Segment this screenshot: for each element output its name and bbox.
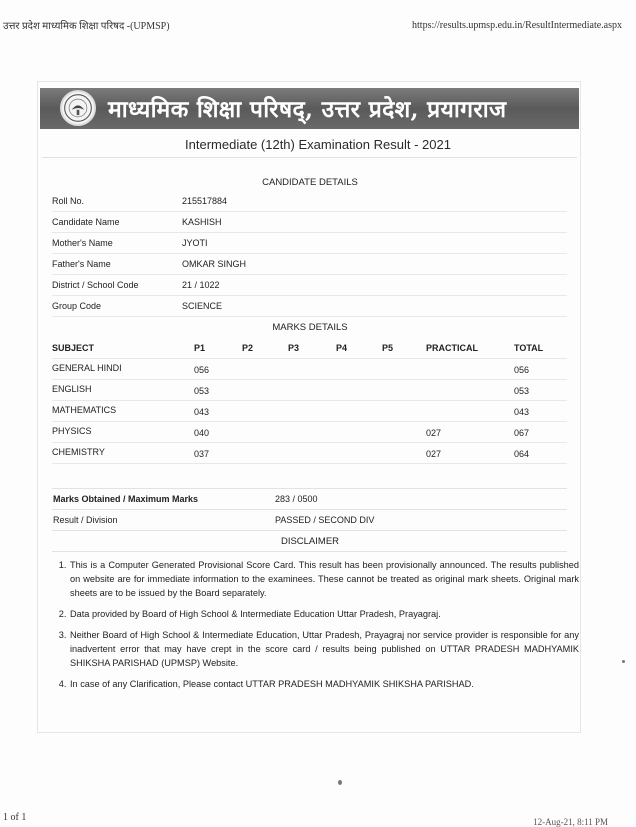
marks-cell-subject: CHEMISTRY <box>52 447 105 457</box>
detail-label: Father's Name <box>52 259 111 269</box>
exam-title: Intermediate (12th) Examination Result - 2021 <box>185 137 451 152</box>
marks-cell-total: 043 <box>514 407 530 417</box>
candidate-detail-row <box>52 212 567 233</box>
result-division-value: PASSED / SECOND DIV <box>275 515 375 525</box>
marks-row <box>52 380 567 401</box>
column-header: P1 <box>194 343 206 353</box>
marks-cell-p1: 040 <box>194 428 210 438</box>
column-header: SUBJECT <box>52 343 95 353</box>
candidate-detail-row <box>52 275 567 296</box>
column-header: P2 <box>242 343 254 353</box>
marks-row <box>52 443 567 464</box>
disclaimer-heading: DISCLAIMER <box>280 536 340 547</box>
banner-title: माध्यमिक शिक्षा परिषद्, उत्तर प्रदेश, प्रयागराज <box>108 96 507 123</box>
marks-cell-total: 064 <box>514 449 530 459</box>
divider <box>52 509 567 510</box>
detail-value: 21 / 1022 <box>182 280 220 290</box>
marks-header-row <box>52 338 567 359</box>
divider <box>42 157 577 158</box>
column-header: PRACTICAL <box>426 343 478 353</box>
board-emblem-icon <box>60 90 96 126</box>
detail-label: District / School Code <box>52 280 139 290</box>
detail-label: Mother's Name <box>52 238 113 248</box>
divider <box>52 530 567 531</box>
marks-cell-total: 053 <box>514 386 530 396</box>
scan-speck <box>338 780 342 785</box>
page-count: 1 of 1 <box>3 812 27 823</box>
detail-value: 215517884 <box>182 196 228 206</box>
detail-value: SCIENCE <box>182 301 223 311</box>
marks-cell-practical: 027 <box>426 449 442 459</box>
marks-details-heading: MARKS DETAILS <box>272 322 348 333</box>
print-datetime: 12-Aug-21, 8:11 PM <box>533 817 608 827</box>
candidate-detail-row <box>52 254 567 275</box>
marks-obtained-label: Marks Obtained / Maximum Marks <box>53 494 199 504</box>
marks-row <box>52 401 567 422</box>
detail-value: KASHISH <box>182 217 222 227</box>
marks-cell-subject: ENGLISH <box>52 384 92 394</box>
candidate-detail-row <box>52 296 567 317</box>
marks-cell-p1: 056 <box>194 365 210 375</box>
detail-label: Group Code <box>52 301 102 311</box>
marks-obtained-value: 283 / 0500 <box>275 494 318 504</box>
column-header: P3 <box>288 343 300 353</box>
detail-value: JYOTI <box>182 238 208 248</box>
marks-row <box>52 359 567 380</box>
candidate-detail-row <box>52 233 567 254</box>
disclaimer-item: 2. Data provided by Board of High School & Intermediate Education Uttar Pradesh, Prayagraj. <box>69 607 579 621</box>
detail-value: OMKAR SINGH <box>182 259 247 269</box>
marks-cell-subject: GENERAL HINDI <box>52 363 122 373</box>
column-header: TOTAL <box>514 343 544 353</box>
browser-page-title: उत्तर प्रदेश माध्यमिक शिक्षा परिषद -(UPMSP) <box>3 21 170 32</box>
result-division-label: Result / Division <box>53 515 118 525</box>
scan-speck <box>622 660 625 663</box>
candidate-detail-row <box>52 191 567 212</box>
marks-cell-p1: 037 <box>194 449 210 459</box>
disclaimer-list <box>55 558 579 698</box>
marks-cell-practical: 027 <box>426 428 442 438</box>
marks-row <box>52 422 567 443</box>
disclaimer-item: 1. This is a Computer Generated Provisional Score Card. This result has been provisionally announced. The results published on website are for immediate information to the examinees. These cannot be treated as original mark sheets. Original mark sheets are to be issued by the Board separately. <box>69 558 579 600</box>
disclaimer-item: 3. Neither Board of High School & Intermediate Education, Uttar Pradesh, Prayagraj nor service provider is responsible for any inadvertent error that may have crept in the score card / results being published on UTTAR PRADESH MADHYAMIK SHIKSHA PARISHAD (UPMSP) Website. <box>69 628 579 670</box>
column-header: P4 <box>336 343 348 353</box>
marks-cell-p1: 053 <box>194 386 210 396</box>
marks-cell-total: 067 <box>514 428 530 438</box>
candidate-details-heading: CANDIDATE DETAILS <box>262 177 358 188</box>
marks-cell-total: 056 <box>514 365 530 375</box>
detail-label: Candidate Name <box>52 217 120 227</box>
browser-url: https://results.upmsp.edu.in/ResultIntermediate.aspx <box>412 20 622 31</box>
disclaimer-item: 4. In case of any Clarification, Please contact UTTAR PRADESH MADHYAMIK SHIKSHA PARISHAD. <box>69 677 579 691</box>
detail-label: Roll No. <box>52 196 85 206</box>
marks-cell-subject: PHYSICS <box>52 426 92 436</box>
marks-cell-subject: MATHEMATICS <box>52 405 117 415</box>
divider <box>52 551 567 552</box>
column-header: P5 <box>382 343 394 353</box>
marks-cell-p1: 043 <box>194 407 210 417</box>
divider <box>52 488 567 489</box>
